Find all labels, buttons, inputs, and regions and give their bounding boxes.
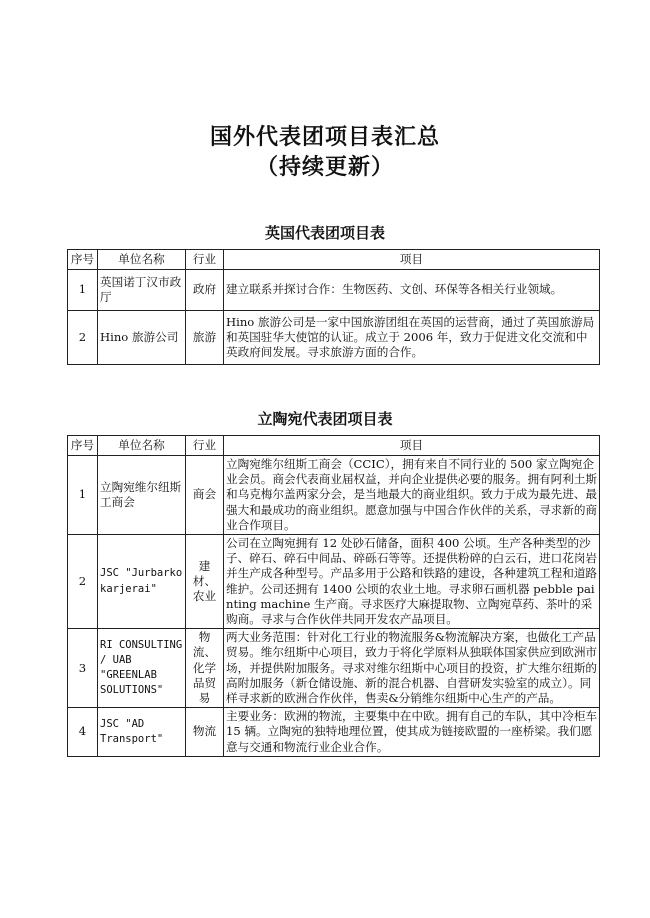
row-org: 英国诺丁汉市政厅 <box>98 270 186 311</box>
row-project: Hino 旅游公司是一家中国旅游团组在英国的运营商，通过了英国旅游局和英国驻华大使馆的认证。成立于 2006 年，致力于促进文化交流和中英政府间发展。寻求旅游方面的合作。 <box>224 311 600 365</box>
document-title: 国外代表团项目表汇总 <box>209 124 440 150</box>
table-row <box>68 535 600 629</box>
row-industry: 物流、化学品贸易 <box>186 629 224 708</box>
header-project: 项目 <box>224 250 600 270</box>
row-org: 立陶宛维尔纽斯工商会 <box>98 456 186 535</box>
table-row <box>68 708 600 757</box>
row-seq: 3 <box>68 629 98 708</box>
row-project: 建立联系并探讨合作：生物医药、文创、环保等各相关行业领域。 <box>224 270 600 311</box>
row-seq: 4 <box>68 708 98 757</box>
row-project: 立陶宛维尔纽斯工商会（CCIC），拥有来自不同行业的 500 家立陶宛企业会员。商会代表商业届权益，并向企业提供必要的服务。拥有阿利土斯和乌克梅尔盖两家分会，是当地最大的商业组织。致力于成为最先进、最强大和最成功的商业组织。愿意加强与中国合作伙伴的关系，寻求新的商业合作项目。 <box>224 456 600 535</box>
row-industry: 建材、农业 <box>186 535 224 629</box>
header-seq: 序号 <box>68 436 98 456</box>
row-project: 公司在立陶宛拥有 12 处砂石储备，面积 400 公顷。生产各种类型的沙子、碎石、碎石中间品、碎砾石等等。还提供粉碎的白云石，进口花岗岩并生产成各种型号。产品多用于公路和铁路的建设，各种建筑工程和道路维护。公司还拥有 1400 公顷的农业土地。寻求卵石画机器 pebble painting machine 生产商。寻求医疗大麻提取物、立陶宛草药、茶叶的采购商。寻求与合作伙伴共同开发农产品项目。 <box>224 535 600 629</box>
document-subtitle: （持续更新） <box>255 154 394 180</box>
row-org: RI CONSULTING / UAB "GREENLAB SOLUTIONS" <box>98 629 186 708</box>
header-project: 项目 <box>224 436 600 456</box>
header-industry: 行业 <box>186 250 224 270</box>
table-header-row <box>68 436 600 456</box>
header-org: 单位名称 <box>98 250 186 270</box>
row-org: Hino 旅游公司 <box>98 311 186 365</box>
uk-project-table <box>67 249 600 365</box>
row-project: 两大业务范围：针对化工行业的物流服务&物流解决方案，也做化工产品贸易。维尔纽斯中心项目，致力于将化学原料从独联体国家供应到欧洲市场，并提供附加服务。寻求对维尔纽斯中心项目的投资，扩大维尔纽斯的高附加服务（新仓储设施、新的混合机器、自营研发实验室的成立）。同样寻求新的欧洲合作伙伴，售卖&分销维尔纽斯中心生产的产品。 <box>224 629 600 708</box>
table-row <box>68 629 600 708</box>
row-seq: 1 <box>68 270 98 311</box>
table-header-row <box>68 250 600 270</box>
table-row <box>68 311 600 365</box>
row-seq: 2 <box>68 535 98 629</box>
header-org: 单位名称 <box>98 436 186 456</box>
row-industry: 物流 <box>186 708 224 757</box>
lt-section-title: 立陶宛代表团项目表 <box>257 410 393 428</box>
row-org: JSC "AD Transport" <box>98 708 186 757</box>
row-seq: 2 <box>68 311 98 365</box>
row-seq: 1 <box>68 456 98 535</box>
row-industry: 商会 <box>186 456 224 535</box>
lt-project-table <box>67 435 600 757</box>
header-industry: 行业 <box>186 436 224 456</box>
table-row <box>68 270 600 311</box>
row-project: 主要业务：欧洲的物流，主要集中在中欧。拥有自己的车队，其中冷柜车 15 辆。立陶宛的独特地理位置，使其成为链接欧盟的一座桥梁。我们愿意与交通和物流行业企业合作。 <box>224 708 600 757</box>
header-seq: 序号 <box>68 250 98 270</box>
row-org: JSC "Jurbarko karjerai" <box>98 535 186 629</box>
table-row <box>68 456 600 535</box>
row-industry: 旅游 <box>186 311 224 365</box>
uk-section-title: 英国代表团项目表 <box>264 224 385 242</box>
row-industry: 政府 <box>186 270 224 311</box>
